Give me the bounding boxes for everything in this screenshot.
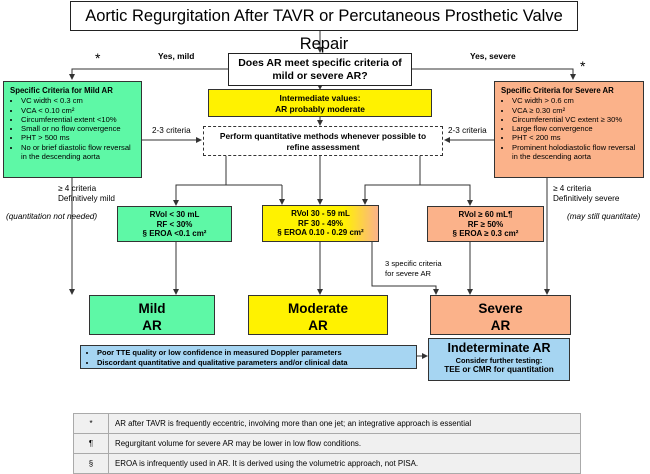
label-2-3-criteria-left: 2-3 criteria	[152, 126, 191, 135]
severe-criteria-heading: Specific Criteria for Severe AR	[501, 86, 614, 95]
severe-rvol: RVol ≥ 60 mL¶	[458, 210, 513, 219]
mild-criteria-list	[10, 96, 137, 161]
label-3-specific-2: for severe AR	[385, 268, 432, 278]
result-severe-line-1: Severe	[478, 301, 523, 316]
footnotes-table	[73, 413, 581, 474]
severe-eroa: § EROA ≥ 0.3 cm²	[452, 229, 519, 239]
indeterminate-condition-item: • Poor TTE quality or low confidence in measured Doppler parameters	[97, 348, 412, 358]
severe-criteria-item: • PHT < 200 ms	[512, 133, 639, 142]
arrow-question-to-severe	[412, 69, 573, 79]
severe-criteria-list	[501, 96, 639, 161]
branch-severe-label: Yes, severe	[470, 51, 516, 61]
mild-criteria-item: • Circumferential extent <10%	[21, 115, 137, 124]
result-mild-ar	[89, 295, 215, 335]
footnote-row	[74, 454, 581, 474]
branch-mild-label: Yes, mild	[158, 51, 195, 61]
indeterminate-title: Indeterminate AR	[447, 341, 551, 355]
arrow-question-to-mild	[72, 69, 228, 79]
label-4-criteria-severe	[553, 184, 619, 204]
arrow-quant-to-severe-values	[420, 156, 470, 205]
mild-rf: RF < 30%	[156, 219, 193, 229]
result-indeterminate-ar	[428, 338, 570, 381]
mild-quant-values	[117, 206, 232, 242]
mild-eroa: § EROA <0.1 cm²	[142, 229, 207, 239]
indeterminate-line-2: TEE or CMR for quantitation	[444, 365, 554, 374]
footnote-text: AR after TAVR is frequently eccentric, involving more than one jet; an integrative approach is essential	[109, 414, 581, 434]
quantitative-line-2: refine assessment	[286, 141, 360, 152]
moderate-rf: RF 30 - 49%	[298, 218, 343, 228]
question-line-1: Does AR meet specific criteria of	[238, 57, 402, 69]
severe-criteria-item: • Large flow convergence	[512, 124, 639, 133]
label-2-3-criteria-right: 2-3 criteria	[448, 126, 487, 135]
label-4-criteria-mild-2: Definitively mild	[58, 194, 115, 203]
footnote-text: Regurgitant volume for severe AR may be lower in low flow conditions.	[109, 434, 581, 454]
asterisk-mild: *	[95, 50, 101, 66]
mild-criteria-item: • VC width < 0.3 cm	[21, 96, 137, 105]
mild-criteria-item: • PHT > 500 ms	[21, 133, 137, 142]
result-moderate-line-1: Moderate	[287, 301, 348, 316]
page-title: Aortic Regurgitation After TAVR or Percutaneous Prosthetic Valve Repair	[70, 1, 578, 31]
footnote-text: EROA is infrequently used in AR. It is derived using the volumetric approach, not PISA.	[109, 454, 581, 474]
label-may-still-quantitate: (may still quantitate)	[567, 212, 641, 221]
indeterminate-line-1: Consider further testing:	[455, 356, 543, 365]
result-severe-ar	[430, 295, 571, 335]
indeterminate-condition-item: • Discordant quantitative and qualitative parameters and/or clinical data	[97, 358, 412, 368]
label-4-criteria-mild-1: ≥ 4 criteria	[58, 184, 97, 193]
arrow-quant-to-moderate-right	[365, 185, 420, 204]
intermediate-box	[208, 89, 432, 117]
mild-rvol: RVol < 30 mL	[149, 210, 200, 219]
asterisk-severe: *	[580, 58, 586, 74]
intermediate-line-2: AR probably moderate	[275, 103, 365, 114]
severe-criteria-item: • VCA ≥ 0.30 cm²	[512, 106, 639, 115]
mild-criteria-box	[3, 81, 142, 178]
intermediate-line-1: Intermediate values:	[279, 93, 361, 103]
footnote-symbol: §	[74, 454, 109, 474]
decision-question	[228, 53, 412, 86]
footnote-symbol: *	[74, 414, 109, 434]
mild-criteria-item: • VCA < 0.10 cm²	[21, 106, 137, 115]
quantitative-box	[203, 126, 443, 156]
severe-criteria-item: • VC width > 0.6 cm	[512, 96, 639, 105]
footnote-row	[74, 414, 581, 434]
label-quant-not-needed: (quantitation not needed)	[6, 212, 98, 221]
arrow-quant-to-mild-values	[176, 156, 226, 205]
label-4-criteria-mild	[58, 184, 115, 204]
result-severe-line-2: AR	[490, 318, 511, 333]
mild-criteria-item: • No or brief diastolic flow reversal in the descending aorta	[21, 143, 137, 162]
severe-quant-values	[427, 206, 544, 242]
footnote-symbol: ¶	[74, 434, 109, 454]
moderate-quant-values	[262, 205, 379, 242]
severe-criteria-item: • Circumferential VC extent ≥ 30%	[512, 115, 639, 124]
result-mild-line-1: Mild	[138, 301, 166, 316]
indeterminate-conditions-list	[87, 348, 412, 368]
result-moderate-line-2: AR	[308, 318, 328, 333]
result-moderate-ar	[248, 295, 388, 335]
label-3-specific-criteria	[385, 259, 442, 278]
label-4-criteria-severe-1: ≥ 4 criteria	[553, 184, 592, 193]
mild-criteria-item: • Small or no flow convergence	[21, 124, 137, 133]
moderate-eroa: § EROA 0.10 - 0.29 cm²	[277, 228, 364, 238]
mild-criteria-heading: Specific Criteria for Mild AR	[10, 86, 113, 95]
severe-criteria-item: • Prominent holodiastolic flow reversal in the descending aorta	[512, 143, 639, 162]
label-4-criteria-severe-2: Definitively severe	[553, 194, 620, 203]
footnote-row	[74, 434, 581, 454]
label-3-specific-1: 3 specific criteria	[385, 259, 442, 268]
indeterminate-conditions	[80, 345, 417, 369]
severe-criteria-box	[494, 81, 644, 178]
quantitative-line-1: Perform quantitative methods whenever possible to	[219, 131, 427, 141]
question-line-2: mild or severe AR?	[272, 70, 368, 82]
result-mild-line-2: AR	[142, 318, 162, 333]
severe-rf: RF ≥ 50%	[467, 219, 504, 229]
moderate-rvol: RVol 30 - 59 mL	[291, 209, 350, 218]
